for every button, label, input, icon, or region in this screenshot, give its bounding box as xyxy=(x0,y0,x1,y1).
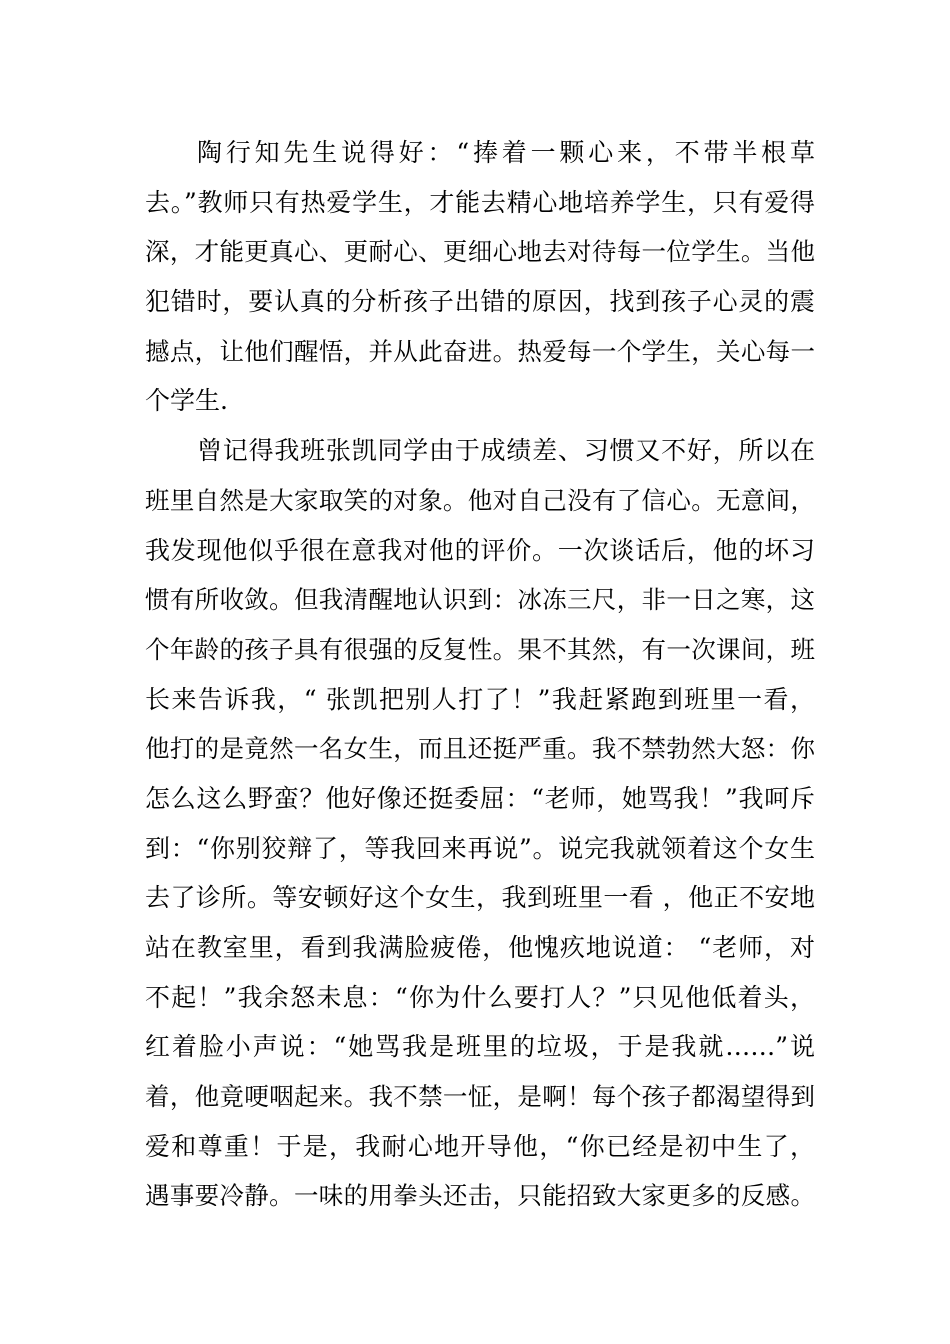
text-line: 去。”教师只有热爱学生，才能去精心地培养学生，只有爱得 xyxy=(145,187,815,217)
text-line: 他打的是竟然一名女生，而且还挺严重。我不禁勃然大怒：你 xyxy=(145,734,815,764)
text-line: 个学生. xyxy=(145,386,228,416)
text-line: 深，才能更真心、更耐心、更细心地去对待每一位学生。当他 xyxy=(145,237,815,267)
paragraph-2 xyxy=(145,426,815,1221)
text-line: 不起！”我余怒未息：“你为什么要打人？”只见他低着头， xyxy=(145,982,815,1012)
text-line: 犯错时，要认真的分析孩子出错的原因，找到孩子心灵的震 xyxy=(145,287,815,317)
text-line: 着，他竟哽咽起来。我不禁一怔，是啊！每个孩子都渴望得到 xyxy=(145,1082,815,1112)
body-text xyxy=(145,128,815,1221)
text-line: 红着脸小声说：“她骂我是班里的垃圾，于是我就……”说 xyxy=(145,1032,815,1062)
text-line: 遇事要冷静。一味的用拳头还击，只能招致大家更多的反感。 xyxy=(145,1181,815,1211)
text-line: 去了诊所。等安顿好这个女生，我到班里一看 ，他正不安地 xyxy=(145,883,815,913)
text-line: 曾记得我班张凯同学由于成绩差、习惯又不好，所以在 xyxy=(197,436,815,466)
text-line: 爱和尊重！于是，我耐心地开导他，“你已经是初中生了， xyxy=(145,1131,815,1161)
text-line: 我发现他似乎很在意我对他的评价。一次谈话后，他的坏习 xyxy=(145,535,815,565)
text-line: 撼点，让他们醒悟，并从此奋进。热爱每一个学生，关心每一 xyxy=(145,336,815,366)
text-line: 怎么这么野蛮？他好像还挺委屈：“老师，她骂我！”我呵斥 xyxy=(145,783,815,813)
text-line: 惯有所收敛。但我清醒地认识到：冰冻三尺，非一日之寒，这 xyxy=(145,585,815,615)
paragraph-1 xyxy=(145,128,815,426)
text-line: 到：“你别狡辩了，等我回来再说”。说完我就领着这个女生 xyxy=(145,833,815,863)
text-line: 陶行知先生说得好：“捧着一颗心来，不带半根草 xyxy=(197,138,815,167)
text-line: 个年龄的孩子具有很强的反复性。果不其然，有一次课间，班 xyxy=(145,634,815,664)
text-line: 站在教室里，看到我满脸疲倦，他愧疚地说道： “老师，对 xyxy=(145,933,815,962)
text-line: 班里自然是大家取笑的对象。他对自己没有了信心。无意间， xyxy=(145,485,815,515)
text-line: 长来告诉我，“ 张凯把别人打了！”我赶紧跑到班里一看， xyxy=(145,684,815,714)
